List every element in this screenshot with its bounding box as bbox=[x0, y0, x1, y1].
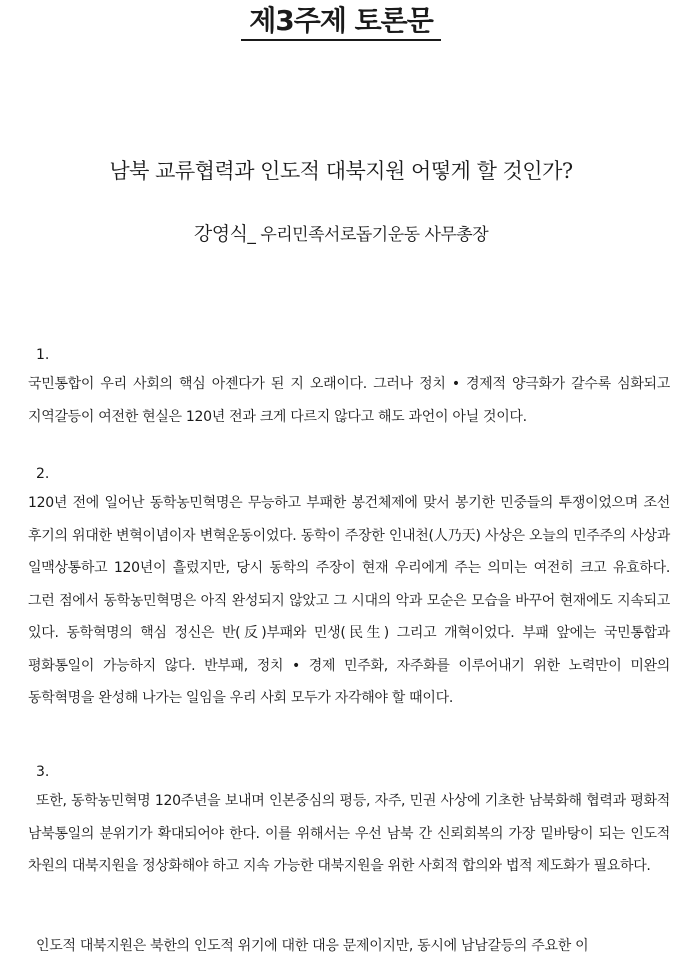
section-number: 2. bbox=[36, 466, 50, 482]
section-paragraph: 또한, 동학농민혁명 120주년을 보내며 인본중심의 평등, 자주, 민권 사상에 기초한 남북화해 협력과 평화적 남북통일의 분위기가 확대되어야 한다. 이를 위해서는 우선 남북 간 신뢰회복의 가장 밑바탕이 되는 인도적 차원의 대북지원을 정상화해야 하고 지속 가능한 대북지원을 위한 사회적 합의와 법적 제도화가 필요하다. bbox=[28, 793, 670, 874]
title-underline bbox=[241, 39, 441, 41]
author-separator: _ bbox=[247, 225, 261, 245]
section-title: 제3주제 토론문 bbox=[249, 4, 433, 37]
section-2 bbox=[28, 464, 670, 715]
section-1 bbox=[28, 345, 670, 433]
author-role: 우리민족서로돕기운동 사무총장 bbox=[260, 225, 489, 245]
section-paragraph: 국민통합이 우리 사회의 핵심 아젠다가 된 지 오래이다. 그러나 정치 • 경제적 양극화가 갈수록 심화되고 지역갈등이 여전한 현실은 120년 전과 크게 다르지 않다고 해도 과언이 아닐 것이다. bbox=[28, 376, 670, 425]
article-title: 남북 교류협력과 인도적 대북지원 어떻게 할 것인가? bbox=[109, 159, 573, 183]
section-3 bbox=[28, 762, 670, 883]
page-header bbox=[0, 0, 682, 48]
section-paragraph: 120년 전에 일어난 동학농민혁명은 무능하고 부패한 봉건체제에 맞서 봉기한 민중들의 투쟁이었으며 조선 후기의 위대한 변혁이념이자 변혁운동이었다. 동학이 주장한 인내천(人乃天) 사상은 오늘의 민주주의 사상과 일맥상통하고 120년이 흘렀지만, 당시 동학의 주장이 현재 우리에게 주는 의미는 여전히 크고 유효하다. 그런 점에서 동학농민혁명은 아직 완성되지 않았고 그 시대의 악과 모순은 모습을 바꾸어 현재에도 지속되고 있다. 동학혁명의 핵심 정신은 반(反)부패와 민생(民生) 그리고 개혁이었다. 부패 앞에는 국민통합과 평화통일이 가능하지 않다. 반부패, 정치 • 경제 민주화, 자주화를 이루어내기 위한 노력만이 미완의 동학혁명을 완성해 나가는 일임을 우리 사회 모두가 자각해야 할 때이다. bbox=[28, 495, 670, 706]
section-number: 1. bbox=[36, 347, 50, 363]
author-line bbox=[0, 222, 682, 247]
section-number: 3. bbox=[36, 764, 50, 780]
author-name: 강영식 bbox=[193, 223, 248, 245]
trailing-paragraph: 인도적 대북지원은 북한의 인도적 위기에 대한 대응 문제이지만, 동시에 남남갈등의 주요한 이 bbox=[36, 938, 589, 954]
